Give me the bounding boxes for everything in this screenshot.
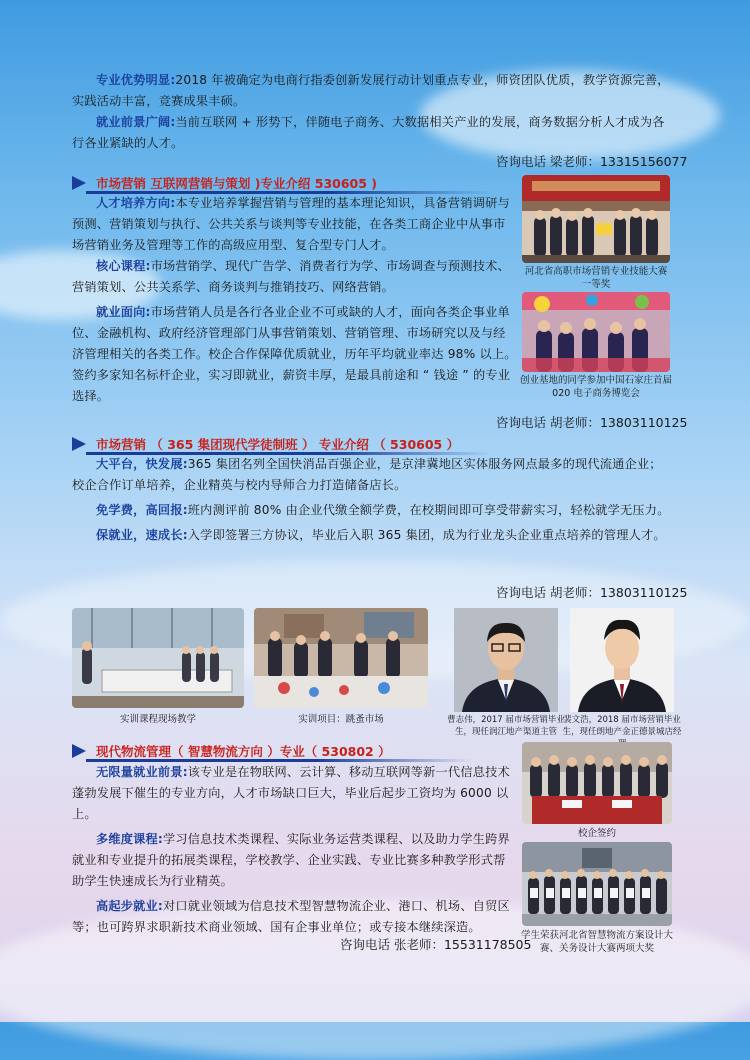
photo-award-students [522, 842, 672, 926]
label-guaranteed-job: 保就业，速成长: [96, 528, 188, 542]
caption-award-students: 学生荣获河北省智慧物流方案设计大赛、关务设计大赛两项大奖 [520, 930, 673, 954]
photo-expo [522, 292, 670, 372]
section3-text [72, 762, 512, 938]
label-unlimited-prospect: 无限量就业前景: [96, 765, 188, 779]
text-guaranteed-job: 入学即签署三方协议，毕业后入职 365 集团，成为行业龙头企业重点培养的管理人才。 [187, 528, 666, 542]
label-employment: 就业面向: [96, 305, 151, 319]
caption-award: 河北省高职市场营销专业技能大赛一等奖 [524, 266, 668, 290]
contact-hu-1: 咨询电话 胡老师：13803110125 [496, 415, 688, 430]
photo-classroom [72, 608, 244, 708]
label-multi-courses: 多维度课程: [96, 832, 164, 846]
caption-graduate-pei: 裴文浩，2018 届市场营销毕业生，现任朗地产金正德景城店经 [562, 715, 682, 737]
caption-expo: 创业基地的同学参加中国石家庄首届 020 电子商务博览会 [519, 375, 672, 399]
intro-label-advantage: 专业优势明显: [96, 73, 176, 87]
section-header-365 [72, 433, 492, 455]
photo-flea-market [254, 608, 428, 708]
intro-text [72, 70, 672, 154]
text-training: 本专业培养掌握营销与管理的基本理论知识，具备营销调研与预测、营销策划与执行、公共关系与谈判等专业技能，在各类工商企业中从事市场营销业务及管理等工作的高级应用型、复合型专门人才。 [72, 196, 510, 252]
photo-graduate-cao [454, 608, 558, 712]
caption-graduate-cao: 曹志伟，2017 届市场营销毕业生，现任润江地产渠道主管 [447, 715, 565, 737]
label-training: 人才培养方向: [96, 196, 176, 210]
triangle-icon [72, 744, 86, 758]
text-employment: 市场营销人员是各行各业企业不可或缺的人才，面向各类企事业单位、金融机构、政府经济管理部门从事营销策划、营销管理、市场研究以及与经济管理相关的各类工作。校企合作保障优质就业，历年平均就业率达 98% 以上。签约多家知名标杆企业，实习即就业，薪资丰厚，是最具前途和 “ 钱途 ” 的专业选择。 [72, 305, 517, 403]
section-title: 市场营销 互联网营销与策划 )专业介绍 530605 ) [96, 176, 378, 191]
contact-liang: 咨询电话 梁老师：13315156077 [496, 154, 688, 169]
text-high-start: 对口就业领域为信息技术型智慧物流企业、港口、机场、自贸区等；也可跨界求职新技术商业领域、国有企事业单位；或专接本继续深造。 [72, 899, 510, 934]
text-unlimited-prospect: 该专业是在物联网、云计算、移动互联网等新一代信息技术蓬勃发展下催生的专业方向，人才市场缺口巨大，毕业后起步工资均为 6000 以上。 [72, 765, 510, 821]
section-title: 现代物流管理（ 智慧物流方向 ）专业（ 530802 ） [96, 744, 391, 759]
section1-text [72, 193, 517, 407]
section-title: 市场营销 （ 365 集团现代学徒制班 ） 专业介绍 （ 530605 ） [96, 437, 460, 452]
section2-text [72, 454, 672, 546]
triangle-icon [72, 437, 86, 451]
text-multi-courses: 学习信息技术类课程、实际业务运营类课程、以及助力学生跨界就业和专业提升的拓展类课程，学校教学、企业实践、专业比赛多种教学形式帮助学生快速成长为行业精英。 [72, 832, 510, 888]
intro-text-prospect: 当前互联网 + 形势下，伴随电子商务、大数据相关产业的发展，商务数据分析人才成为各行各业紧缺的人才。 [72, 115, 665, 150]
text-platform: 365 集团名列全国快消品百强企业，是京津冀地区实体服务网点最多的现代流通企业；校企合作订单培养，企业精英与校内导师合力打造储备店长。 [72, 457, 662, 492]
photo-competition-award [522, 175, 670, 263]
intro-label-prospect: 就业前景广阔: [96, 115, 176, 129]
label-high-start: 高起步就业: [96, 899, 164, 913]
text-free-tuition: 班内测评前 80% 由企业代缴全额学费，在校期间即可享受带薪实习，轻松就学无压力。 [187, 503, 670, 517]
label-platform: 大平台，快发展: [96, 457, 188, 471]
caption-classroom: 实训课程现场教学 [119, 714, 196, 725]
triangle-icon [72, 176, 86, 190]
contact-hu-2: 咨询电话 胡老师：13803110125 [496, 585, 688, 600]
intro-text-advantage: 2018 年被确定为电商行指委创新发展行动计划重点专业，师资团队优质，教学资源完善，实践活动丰富，竞赛成果丰硕。 [72, 73, 670, 108]
contact-zhang: 咨询电话 张老师：15531178505 [340, 937, 532, 952]
caption-flea-market: 实训项目：跳蚤市场 [298, 714, 384, 725]
photo-signing [522, 742, 672, 824]
section-header-marketing [72, 172, 492, 194]
photo-graduate-pei [570, 608, 674, 712]
label-core-courses: 核心课程: [96, 259, 151, 273]
text-core-courses: 市场营销学、现代广告学、消费者行为学、市场调查与预测技术、营销策划、公共关系学、商务谈判与推销技巧、网络营销。 [72, 259, 510, 294]
caption-signing: 校企签约 [577, 828, 616, 839]
label-free-tuition: 免学费，高回报: [96, 503, 188, 517]
section-header-logistics [72, 740, 472, 762]
